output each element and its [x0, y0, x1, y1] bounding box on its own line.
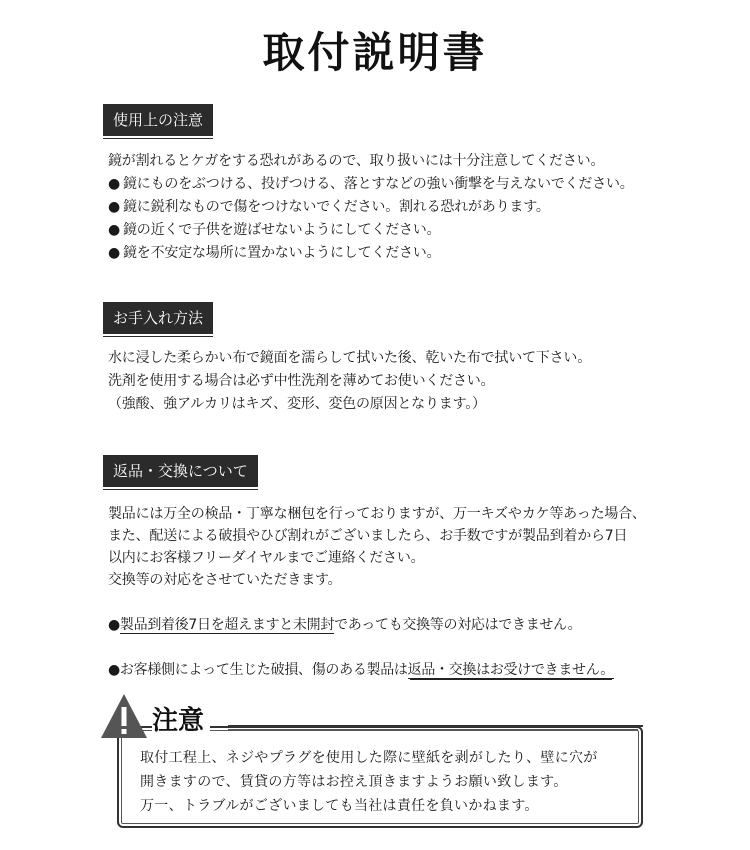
- returns-line: 交換等の対応をさせていただきます。: [108, 572, 342, 588]
- precautions-item: ● 鏡にものをぶつける、投げつける、落とすなどの強い衝撃を与えないでください。: [108, 173, 728, 196]
- caution-text: [140, 746, 640, 818]
- returns-notice-damage: ●お客様側によって生じた破損、傷のある製品は返品・交換はお受けできません。: [108, 662, 614, 678]
- bullet-icon: ●: [108, 245, 121, 261]
- precautions-item: ● 鏡を不安定な場所に置かないようにしてください。: [108, 242, 728, 265]
- precautions-intro: 鏡が割れるとケガをする恐れがあるので、取り扱いには十分注意してください。: [108, 153, 605, 169]
- caution-line: 取付工程上、ネジやプラグを使用した際に壁紙を剥がしたり、壁に穴が: [140, 750, 598, 766]
- precautions-section: [108, 150, 728, 265]
- precautions-item: ● 鏡に鋭利なもので傷をつけないでください。割れる恐れがあります。: [108, 196, 728, 219]
- warning-triangle-icon: [99, 692, 149, 740]
- section-header-precautions: 使用上の注意: [103, 104, 213, 136]
- care-line: 洗剤を使用する場合は必ず中性洗剤を薄めてお使いください。: [108, 373, 495, 389]
- bullet-icon: ●: [108, 176, 121, 192]
- bullet-icon: ●: [108, 617, 120, 633]
- caution-rule: [228, 725, 643, 727]
- returns-section: [108, 503, 728, 591]
- underlined-text: 製品到着後7日を超えますと未開封: [119, 617, 335, 633]
- care-line: （強酸、強アルカリはキズ、変形、変色の原因となります。）: [108, 396, 486, 412]
- page-title: 取付説明書: [262, 28, 488, 77]
- precautions-item: ● 鏡の近くで子供を遊ばせないようにしてください。: [108, 219, 728, 242]
- returns-line: また、配送による破損やひび割れがございましたら、お手数ですが製品到着から7日: [108, 528, 628, 544]
- care-section: [108, 347, 728, 416]
- returns-notice-unopened: ●製品到着後7日を超えますと未開封であっても交換等の対応はできません。: [108, 617, 582, 633]
- bullet-icon: ●: [108, 662, 120, 678]
- caution-line: 万一、トラブルがございましても当社は責任を負いかねます。: [140, 798, 539, 814]
- section-header-returns: 返品・交換について: [103, 455, 258, 487]
- returns-line: 製品には万全の検品・丁寧な梱包を行っておりますが、万一キズやカケ等あった場合、: [108, 506, 646, 522]
- care-line: 水に浸した柔らかい布で鏡面を濡らして拭いた後、乾いた布で拭いて下さい。: [108, 350, 591, 366]
- section-header-care: お手入れ方法: [103, 302, 213, 334]
- underlined-text: 返品・交換はお受けできません。: [407, 662, 614, 678]
- caution-line: 開きますので、賃貸の方等はお控え頂きますようお願い致します。: [140, 774, 568, 790]
- caution-label: 注意: [152, 700, 210, 737]
- bullet-icon: ●: [108, 222, 121, 238]
- caution-rule: [228, 729, 638, 730]
- returns-line: 以内にお客様フリーダイヤルまでご連絡ください。: [108, 550, 425, 566]
- bullet-icon: ●: [108, 199, 121, 215]
